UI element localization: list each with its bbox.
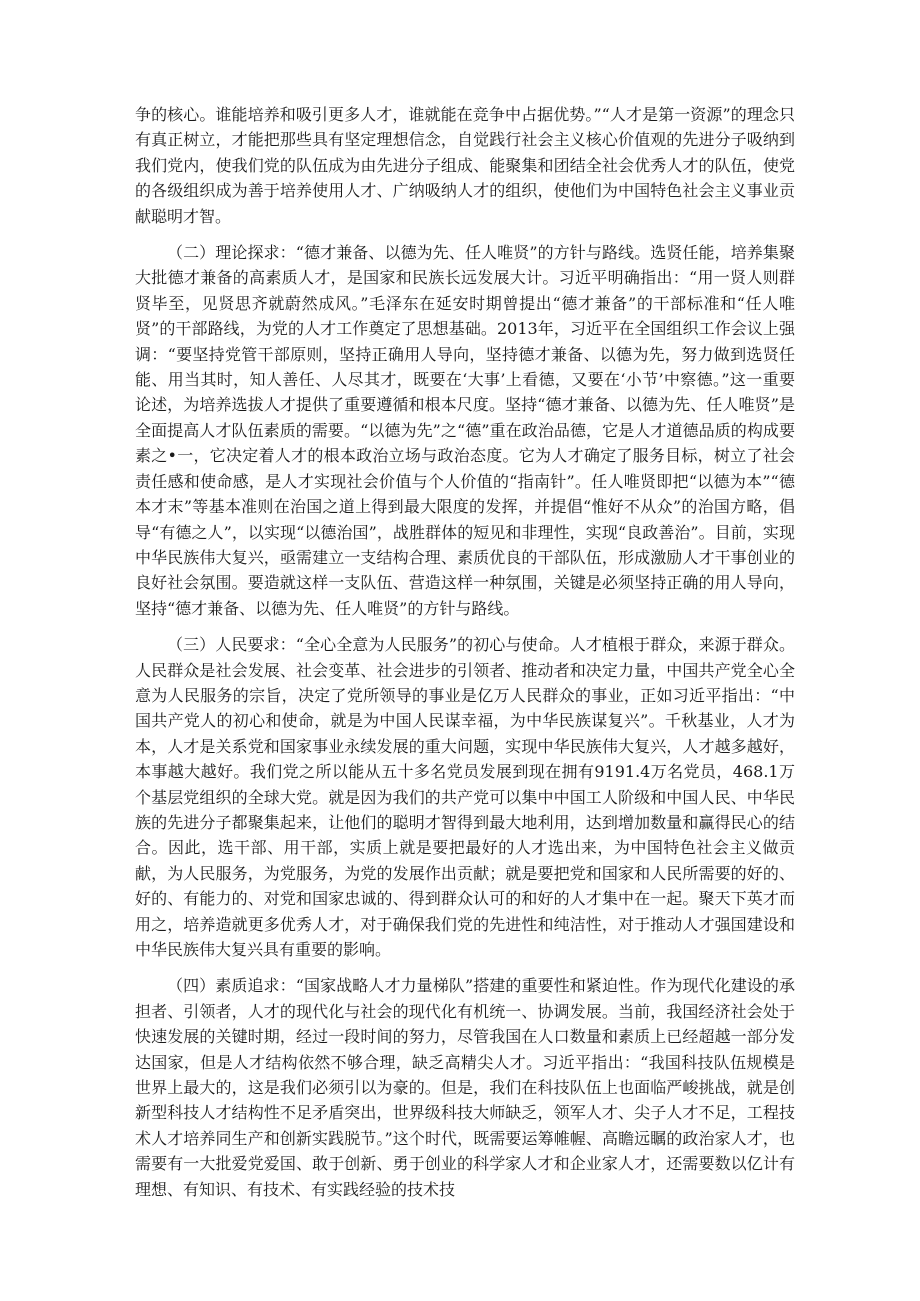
paragraph-1-continued: 争的核心。谁能培养和吸引更多人才，谁就能在竞争中占据优势。”“人才是第一资源”的理念只有真正树立，才能把那些具有坚定理想信念，自觉践行社会主义核心价值观的先进分子吸纳到我们党内，使我们党的队伍成为由先进分子组成、能聚集和团结全社会优秀人才的队伍，使党的各级组织成为善于培养使用人才、广纳吸纳人才的组织，使他们为中国特色社会主义事业贡献聪明才智。: [135, 105, 795, 226]
paragraph-2-theory: （二）理论探求：“德才兼备、以德为先、任人唯贤”的方针与路线。选贤任能，培养集聚大批德才兼备的高素质人才，是国家和民族长远发展大计。习近平明确指出：“用一贤人则群贤毕至，见贤思齐就蔚然成风。”毛泽东在延安时期曾提出“德才兼备”的干部标准和“任人唯贤”的干部路线，为党的人才工作奠定了思想基础。2013年，习近平在全国组织工作会议上强调：“要坚持党管干部原则，坚持正确用人导向，坚持德才兼备、以德为先，努力做到选贤任能、用当其时，知人善任、人尽其才，既要在‘大事’上看德，又要在‘小节’中察德。”这一重要论述，为培养选拔人才提供了重要遵循和根本尺度。坚持“德才兼备、以德为先、任人唯贤”是全面提高人才队伍素质的需要。“以德为先”之“德”重在政治品德，它是人才道德品质的构成要素之•一，它决定着人才的根本政治立场与政治态度。它为人才确定了服务目标，树立了社会责任感和使命感，是人才实现社会价值与个人价值的“指南针”。任人唯贤即把“以德为本”“德本才末”等基本准则在治国之道上得到最大限度的发挥，并提倡“惟好不从众”的治国方略，倡导“有德之人”，以实现“以德治国”，战胜群体的短见和非理性，实现“良政善治”。目前，实现中华民族伟大复兴，亟需建立一支结构合理、素质优良的干部队伍，形成激励人才干事创业的良好社会氛围。要造就这样一支队伍、营造这样一种氛围，关键是必须坚持正确的用人导向，坚持“德才兼备、以德为先、任人唯贤”的方针与路线。: [135, 243, 795, 618]
paragraph-3-people: （三）人民要求：“全心全意为人民服务”的初心与使命。人才植根于群众，来源于群众。人民群众是社会发展、社会变革、社会进步的引领者、推动者和决定力量，中国共产党全心全意为人民服务的宗旨，决定了党所领导的事业是亿万人民群众的事业，正如习近平指出：“中国共产党人的初心和使命，就是为中国人民谋幸福，为中华民族谋复兴”。千秋基业，人才为本，人才是关系党和国家事业永续发展的重大问题，实现中华民族伟大复兴，人才越多越好，本事越大越好。我们党之所以能从五十多名党员发展到现在拥有9191.4万名党员，468.1万个基层党组织的全球大党。就是因为我们的共产党可以集中中国工人阶级和中国人民、中华民族的先进分子都聚集起来，让他们的聪明才智得到最大地利用，达到增加数量和赢得民心的结合。因此，选干部、用干部，实质上就是要把最好的人才选出来，为中国特色社会主义做贡献，为人民服务，为党服务，为党的发展作出贡献；就是要把党和国家和人民所需要的好的、好的、有能力的、对党和国家忠诚的、得到群众认可的和好的人才集中在一起。聚天下英才而用之，培养造就更多优秀人才，对于确保我们党的先进性和纯洁性，对于推动人才强国建设和中华民族伟大复兴具有重要的影响。: [135, 635, 795, 959]
paragraph-4-quality: （四）素质追求：“国家战略人才力量梯队”搭建的重要性和紧迫性。作为现代化建设的承担者、引领者，人才的现代化与社会的现代化有机统一、协调发展。当前，我国经济社会处于快速发展的关键时期，经过一段时间的努力，尽管我国在人口数量和素质上已经超越一部分发达国家，但是人才结构依然不够合理，缺乏高精尖人才。习近平指出：“我国科技队伍规模是世界上最大的，这是我们必须引以为豪的。但是，我们在科技队伍上也面临严峻挑战，就是创新型科技人才结构性不足矛盾突出，世界级科技大师缺乏，领军人才、尖子人才不足，工程技术人才培养同生产和创新实践脱节。”这个时代，既需要运筹帷幄、高瞻远瞩的政治家人才，也需要有一大批爱党爱国、敢于创新、勇于创业的科学家人才和企业家人才，还需要数以亿计有理想、有知识、有技术、有实践经验的技术技: [135, 976, 795, 1199]
document-page: [135, 102, 795, 1213]
